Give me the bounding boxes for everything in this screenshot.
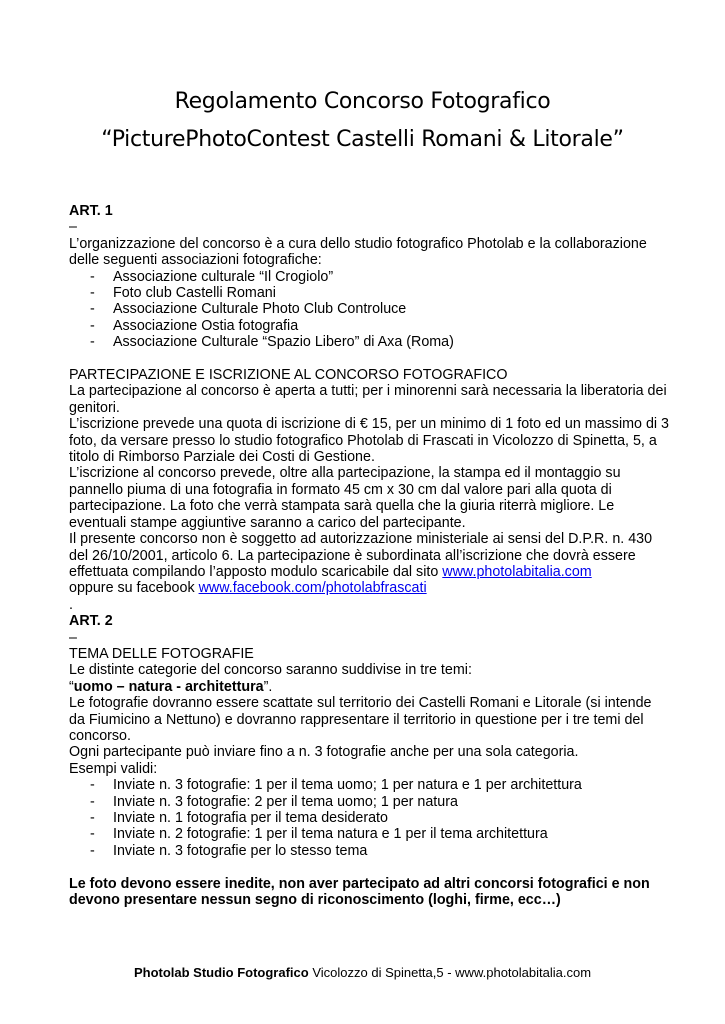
examples-label: Esempi validi: — [69, 760, 158, 777]
list-item: - Associazione Culturale “Spazio Libero” di Axa (Roma) — [69, 334, 669, 350]
footer-company: Photolab Studio Fotografico — [133, 965, 309, 980]
participation-p2: L’iscrizione prevede una quota di iscrizione di € 15, per un minimo di 1 foto ed un massimo di 3 foto, da versare presso lo studio fotografico Photolab di Frascati in Vicolozzo di Spinetta, 5, a titolo di Rimborso Parziale dei Costi di Gestione. — [69, 416, 670, 466]
participation-p3: L’iscrizione al concorso prevede, oltre alla partecipazione, la stampa ed il montaggio su pannello piuma di una fotografia in formato 45 cm x 30 cm dal valore pari alla quota di partecipazione. La foto che verrà stampata sarà quella che la giuria riterrà migliore. Le eventuali stampe aggiuntive saranno a carico del partecipante. — [69, 465, 621, 531]
examples-list — [69, 777, 669, 859]
participation-p4-tail: oppure su facebook — [69, 580, 199, 597]
participation-p4-text: Il presente concorso non è soggetto ad autorizzazione ministeriale ai sensi del D.P.R. n. 430 del 26/10/2001, articolo 6. La partecipazione è subordinata all’iscrizione che dovrà essere effettuata compilando l’apposto modulo scaricabile dal sito — [69, 531, 653, 580]
document-title: Regolamento Concorso Fotografico — [174, 89, 551, 114]
participation-heading: PARTECIPAZIONE E ISCRIZIONE AL CONCORSO FOTOGRAFICO — [69, 367, 508, 384]
participation-p1: La partecipazione al concorso è aperta a tutti; per i minorenni sarà necessaria la liberatoria dei genitori. — [69, 383, 667, 416]
art2-p1: Le distinte categorie del concorso saranno suddivise in tre temi: — [69, 662, 472, 679]
participation-p4 — [69, 531, 669, 597]
art2-heading: ART. 2 — [69, 613, 113, 630]
list-item: - Associazione culturale “Il Crogiolo” — [69, 269, 669, 285]
themes-bold: uomo – natura - architettura — [73, 678, 264, 695]
list-item: - Inviate n. 2 fotografie: 1 per il tema natura e 1 per il tema architettura — [69, 826, 669, 842]
themes-close: ”. — [263, 678, 273, 695]
list-item: - Foto club Castelli Romani — [69, 285, 669, 301]
list-item: - Inviate n. 3 fotografie: 2 per il tema uomo; 1 per natura — [69, 794, 669, 810]
list-item: - Associazione Culturale Photo Club Controluce — [69, 301, 669, 317]
footer-address: Vicolozzo di Spinetta,5 - www.photolabitalia.com — [308, 965, 592, 980]
site-link[interactable]: www.photolabitalia.com — [442, 563, 592, 580]
art1-heading: ART. 1 — [69, 203, 113, 219]
art1-dash: – — [69, 219, 77, 236]
art1-intro: L’organizzazione del concorso è a cura dello studio fotografico Photolab e la collaborazione delle seguenti associazioni fotografiche: — [69, 235, 647, 269]
notice: Le foto devono essere inedite, non aver partecipato ad altri concorsi fotografici e non devono presentare nessun segno di riconoscimento (loghi, firme, ecc…) — [69, 875, 650, 909]
list-item: - Associazione Ostia fotografia — [69, 318, 669, 334]
theme-heading: TEMA DELLE FOTOGRAFIE — [69, 645, 254, 662]
list-item: - Inviate n. 3 fotografie: 1 per il tema uomo; 1 per natura e 1 per architettura — [69, 777, 669, 793]
art2-p3: Ogni partecipante può inviare fino a n. 3 fotografie anche per una sola categoria. — [69, 744, 579, 761]
document-body — [69, 203, 669, 908]
themes-line — [69, 679, 669, 695]
list-item: - Inviate n. 3 fotografie per lo stesso tema — [69, 843, 669, 859]
facebook-link[interactable]: www.facebook.com/photolabfrascati — [198, 580, 427, 597]
page-footer — [0, 965, 725, 980]
associations-list — [69, 269, 669, 351]
participation-dot: . — [69, 596, 73, 613]
themes-open: “ — [69, 678, 74, 695]
document-subtitle: “PicturePhotoContest Castelli Romani & Litorale” — [101, 127, 624, 152]
art2-dash: – — [69, 629, 77, 646]
art2-p2: Le fotografie dovranno essere scattate sul territorio dei Castelli Romani e Litorale (si intende da Fiumicino a Nettuno) e dovranno rappresentare il territorio in questione per i tre temi del concorso. — [69, 695, 652, 744]
list-item: - Inviate n. 1 fotografia per il tema desiderato — [69, 810, 669, 826]
